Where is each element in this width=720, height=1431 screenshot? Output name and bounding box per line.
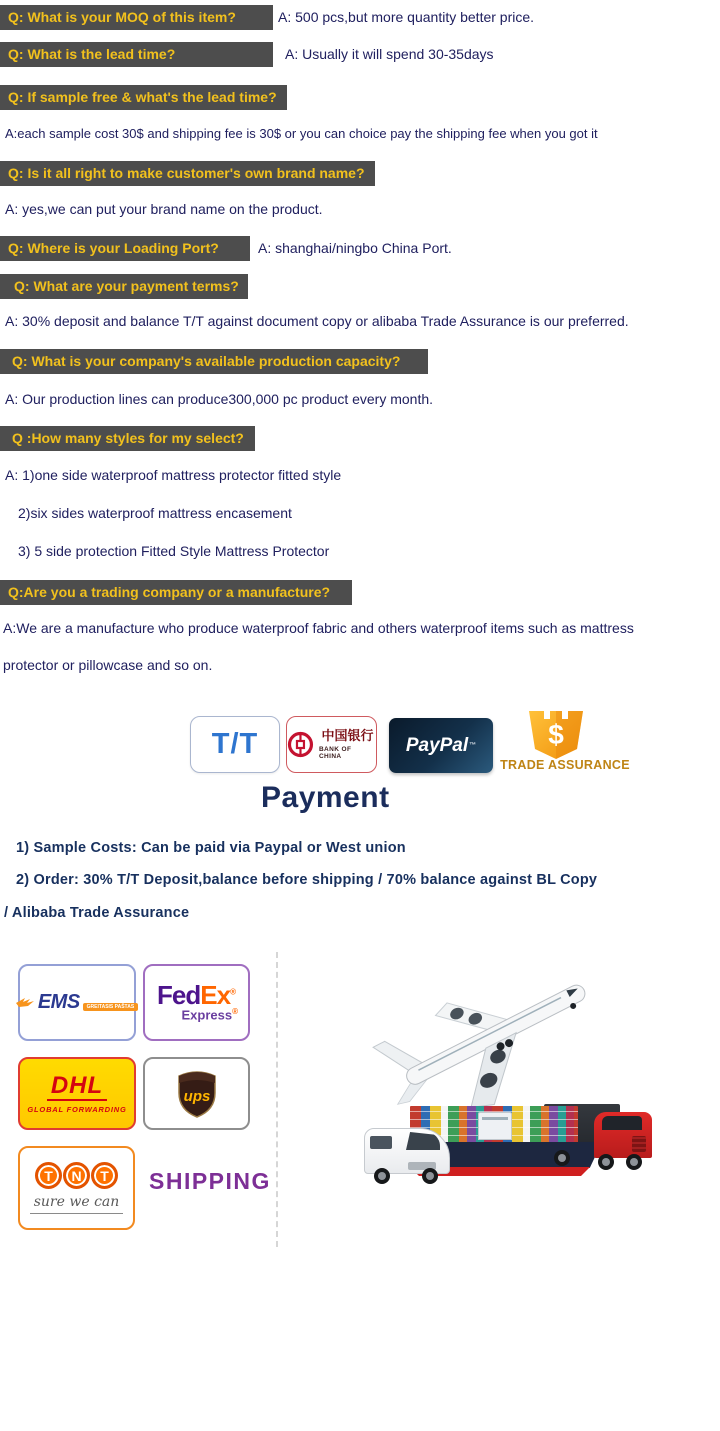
- truck-window: [602, 1116, 642, 1130]
- van-body: [364, 1128, 450, 1174]
- boc-text: [319, 729, 376, 760]
- faq-answer-port: A: shanghai/ningbo China Port.: [258, 240, 452, 256]
- tnt-slogan: sure we can: [30, 1195, 124, 1213]
- payment-heading: Payment: [261, 781, 390, 814]
- faq-answer-brand: A: yes,we can put your brand name on the product.: [5, 201, 323, 217]
- delivery-van-illustration: [364, 1128, 450, 1182]
- tt-payment-card: [190, 716, 280, 773]
- faq-answer-sample: A:each sample cost 30$ and shipping fee is 30$ or you can choice pay the shipping fee when you got it: [5, 126, 598, 141]
- faq-question-manufacture: Q:Are you a trading company or a manufacture?: [0, 580, 352, 605]
- payment-note-sample: 1) Sample Costs: Can be paid via Paypal or West union: [16, 840, 406, 856]
- airplane-illustration: [372, 952, 628, 1102]
- truck-grille: [632, 1136, 646, 1152]
- ems-wing-icon: [16, 996, 36, 1010]
- payment-note-order: 2) Order: 30% T/T Deposit,balance before shipping / 70% balance against BL Copy: [16, 872, 598, 888]
- trade-assurance-label: TRADE ASSURANCE: [500, 758, 630, 772]
- faq-question-sample: Q: If sample free & what's the lead time?: [0, 85, 287, 110]
- ups-shield-icon: [176, 1069, 218, 1119]
- faq-question-brand: Q: Is it all right to make customer's own brand name?: [0, 161, 375, 186]
- faq-answer-styles-3: 3) 5 side protection Fitted Style Mattress Protector: [18, 543, 330, 559]
- boc-chinese-label: 中国银行: [321, 728, 374, 744]
- tnt-letter-t2: T: [91, 1162, 118, 1189]
- ship-bridge-illustration: [478, 1112, 512, 1140]
- truck-cab-illustration: [594, 1112, 652, 1158]
- trade-assurance-castle-icon: [527, 704, 585, 760]
- faq-answer-capacity: A: Our production lines can produce300,000 pc product every month.: [5, 391, 434, 407]
- faq-answer-payment-terms: A: 30% deposit and balance T/T against document copy or alibaba Trade Assurance is our preferred.: [5, 313, 629, 329]
- dhl-sub-label: GLOBAL FORWARDING: [27, 1104, 127, 1114]
- carrier-card-dhl: [18, 1057, 136, 1130]
- fedex-fed: Fed: [157, 980, 201, 1011]
- tnt-letter-t1: T: [35, 1162, 62, 1189]
- paypal-tm-mark: ™: [469, 742, 477, 749]
- faq-answer-moq: A: 500 pcs,but more quantity better price.: [278, 9, 535, 25]
- van-wheel: [374, 1168, 390, 1184]
- faq-answer-lead-time: A: Usually it will spend 30-35days: [285, 46, 494, 62]
- fedex-ex: Ex: [200, 980, 231, 1011]
- carrier-card-fedex: [143, 964, 250, 1041]
- van-windshield: [406, 1132, 440, 1150]
- trailer-wheel: [554, 1150, 570, 1166]
- boc-coin-icon: [287, 731, 314, 758]
- truck-wheel: [626, 1154, 642, 1170]
- faq-answer-styles-1: A: 1)one side waterproof mattress protector fitted style: [5, 467, 342, 483]
- freight-scene: [358, 1088, 670, 1198]
- boc-english-label: BANK OF CHINA: [318, 745, 352, 760]
- shipping-heading: SHIPPING: [149, 1168, 271, 1194]
- faq-question-payment-terms: Q: What are your payment terms?: [0, 274, 248, 299]
- faq-answer-manufacture-2: protector or pillowcase and so on.: [3, 657, 213, 673]
- faq-question-capacity: Q: What is your company's available production capacity?: [0, 349, 428, 374]
- bank-of-china-card: [286, 716, 377, 773]
- fedex-sub-label: Express®: [181, 1007, 238, 1023]
- faq-question-styles: Q :How many styles for my select?: [0, 426, 255, 451]
- ups-label: ups: [183, 1087, 210, 1105]
- faq-answer-manufacture-1: A:We are a manufacture who produce waterproof fabric and others waterproof items such as mattress: [3, 620, 634, 636]
- ems-label: EMS: [37, 991, 80, 1013]
- fedex-label: [157, 980, 236, 1011]
- van-side-window: [370, 1136, 392, 1149]
- paypal-card: [389, 718, 493, 773]
- truck-wheel: [598, 1154, 614, 1170]
- van-wheel: [422, 1168, 438, 1184]
- faq-answer-styles-2: 2)six sides waterproof mattress encasement: [18, 505, 292, 521]
- carrier-card-ups: [143, 1057, 250, 1130]
- dhl-label: DHL: [47, 1074, 107, 1101]
- faq-question-moq: Q: What is your MOQ of this item?: [0, 5, 273, 30]
- payment-note-assurance: / Alibaba Trade Assurance: [4, 905, 190, 921]
- tnt-letter-n: N: [63, 1162, 90, 1189]
- dashed-divider: [276, 952, 278, 1247]
- tnt-label: [35, 1162, 118, 1189]
- fedex-reg-mark: ®: [230, 987, 236, 997]
- trade-assurance-dollar: $: [548, 719, 564, 750]
- ems-sub-label: GREITASIS PAŠTAS: [83, 1003, 139, 1011]
- carrier-card-tnt: [18, 1146, 135, 1230]
- faq-question-port: Q: Where is your Loading Port?: [0, 236, 250, 261]
- tt-label: T/T: [211, 728, 259, 760]
- carrier-card-ems: [18, 964, 136, 1041]
- paypal-label: PayPal: [405, 734, 469, 756]
- fedex-express-reg-mark: ®: [232, 1007, 238, 1017]
- faq-question-lead-time: Q: What is the lead time?: [0, 42, 273, 67]
